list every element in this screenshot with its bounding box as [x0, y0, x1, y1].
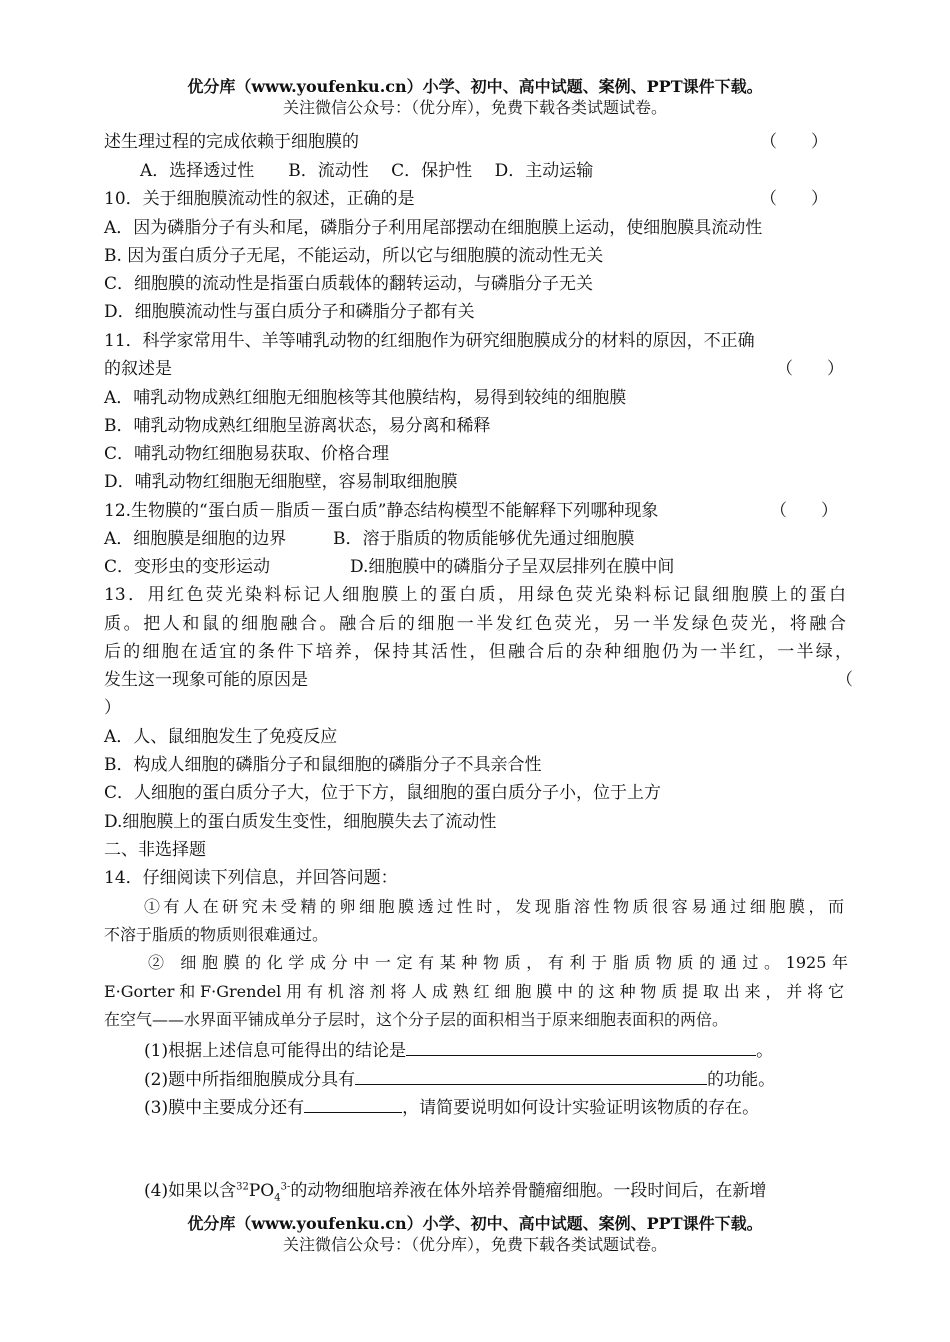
q11-stem-line-1: 11．科学家常用牛、羊等哺乳动物的红细胞作为研究细胞膜成分的材料的原因，不正确: [104, 331, 755, 351]
q12-option-d: D.细胞膜中的磷脂分子呈双层排列在膜中间: [350, 557, 675, 577]
q14-sub-1-label: (1)根据上述信息可能得出的结论是: [144, 1041, 407, 1061]
q9-stem-tail: 述生理过程的完成依赖于细胞膜的: [104, 132, 359, 152]
q11-option-b: B．哺乳动物成熟红细胞呈游离状态，易分离和稀释: [104, 416, 491, 436]
q10-option-a: A．因为磷脂分子有头和尾，磷脂分子利用尾部摆动在细胞膜上运动，使细胞膜具流动性: [104, 218, 763, 238]
answer-blank-3[interactable]: [304, 1094, 402, 1113]
q14-sub-2-label: (2)题中所指细胞膜成分具有: [144, 1070, 356, 1090]
q13-stem-line-1: 13．用红色荧光染料标记人细胞膜上的蛋白质，用绿色荧光染料标记鼠细胞膜上的蛋白: [104, 585, 846, 605]
q10-option-d: D．细胞膜流动性与蛋白质分子和磷脂分子都有关: [104, 302, 475, 322]
q14-sub-2-end: 的功能。: [707, 1070, 776, 1090]
phosphate-subscript: 4: [274, 1192, 281, 1204]
q14-sub-1-end: 。: [756, 1041, 774, 1061]
q14-info-2-line-3: 在空气——水界面平铺成单分子层时，这个分子层的面积相当于原来细胞表面积的两倍。: [104, 1010, 729, 1029]
phosphate-charge: 3-: [280, 1181, 291, 1193]
q14-sub-3-label: (3)膜中主要成分还有: [144, 1098, 305, 1118]
q13-stem-line-3: 后的细胞在适宜的条件下培养，保持其活性，但融合后的杂种细胞仍为一半红，一半绿，: [104, 642, 852, 662]
q9-answer-paren: （ ）: [760, 132, 828, 152]
q14-info-1-line-2: 不溶于脂质的物质则很难通过。: [104, 925, 329, 944]
q14-sub-question-4: [144, 1180, 766, 1202]
isotope-mass-number: 32: [236, 1181, 249, 1193]
q14-sub-3-end: ，请简要说明如何设计实验证明该物质的存在。: [402, 1098, 760, 1118]
q11-option-d: D．哺乳动物红细胞无细胞壁，容易制取细胞膜: [104, 472, 458, 492]
q13-stem-line-4: 发生这一现象可能的原因是: [104, 670, 308, 690]
header-line-2: 关注微信公众号：（优分库），免费下载各类试题试卷。: [282, 98, 667, 117]
footer-line-1: 优分库（www.youfenku.cn）小学、初中、高中试题、案例、PPT课件下载。: [187, 1214, 763, 1233]
q13-option-d: D.细胞膜上的蛋白质发生变性，细胞膜失去了流动性: [104, 812, 497, 832]
q14-info-2-line-2: E·Gorter和F·Grendel用有机溶剂将人成熟红细胞膜中的这种物质提取出来，并将它: [104, 982, 844, 1001]
q10-option-c: C．细胞膜的流动性是指蛋白质载体的翻转运动，与磷脂分子无关: [104, 274, 594, 294]
q13-option-a: A．人、鼠细胞发生了免疫反应: [104, 727, 338, 747]
q10-stem: 10．关于细胞膜流动性的叙述，正确的是: [104, 189, 415, 209]
q13-answer-paren-open: （: [836, 670, 853, 690]
phosphate-formula: PO: [248, 1181, 275, 1201]
answer-blank-2[interactable]: [355, 1066, 707, 1085]
q14-sub-4-text: 的动物细胞培养液在体外培养骨髓瘤细胞。一段时间后，在新增: [290, 1181, 767, 1201]
q11-option-c: C．哺乳动物红细胞易获取、价格合理: [104, 444, 390, 464]
q14-sub-4-label: (4)如果以含: [144, 1181, 237, 1201]
footer-line-2: 关注微信公众号：（优分库），免费下载各类试题试卷。: [282, 1235, 667, 1254]
q14-sub-question-2: [144, 1066, 775, 1091]
q13-stem-line-2: 质。把人和鼠的细胞融合。融合后的细胞一半发红色荧光，另一半发绿色荧光，将融合: [104, 614, 846, 634]
q12-option-b: B．溶于脂质的物质能够优先通过细胞膜: [333, 529, 635, 549]
q14-sub-question-1: [144, 1037, 773, 1062]
q9-options: A．选择透过性 B．流动性 C．保护性 D．主动运输: [140, 161, 594, 181]
q10-answer-paren: （ ）: [760, 189, 828, 209]
q14-stem: 14．仔细阅读下列信息，并回答问题：: [104, 868, 398, 888]
q13-option-b: B．构成人细胞的磷脂分子和鼠细胞的磷脂分子不具亲合性: [104, 755, 542, 775]
q12-stem: 12.生物膜的“蛋白质－脂质－蛋白质”静态结构模型不能解释下列哪种现象: [104, 501, 659, 521]
answer-blank-1[interactable]: [406, 1037, 756, 1056]
q13-option-c: C．人细胞的蛋白质分子大，位于下方，鼠细胞的蛋白质分子小，位于上方: [104, 783, 662, 803]
q11-option-a: A．哺乳动物成熟红细胞无细胞核等其他膜结构，易得到较纯的细胞膜: [104, 388, 627, 408]
q12-option-c: C．变形虫的变形运动: [104, 557, 271, 577]
q14-info-1-line-1: ①有人在研究未受精的卵细胞膜透过性时，发现脂溶性物质很容易通过细胞膜，而: [144, 897, 844, 916]
q12-answer-paren: （ ）: [770, 501, 838, 521]
q11-answer-paren: （ ）: [776, 359, 844, 379]
header-line-1: 优分库（www.youfenku.cn）小学、初中、高中试题、案例、PPT课件下载。: [187, 77, 763, 96]
q13-answer-paren-close: ）: [104, 698, 121, 718]
q10-option-b: B. 因为蛋白质分子无尾，不能运动，所以它与细胞膜的流动性无关: [104, 246, 604, 266]
q14-sub-question-3: [144, 1094, 759, 1119]
section-heading-non-choice: 二、非选择题: [104, 840, 206, 860]
q11-stem-line-2: 的叙述是: [104, 359, 172, 379]
q14-info-2-line-1: ② 细胞膜的化学成分中一定有某种物质，有利于脂质物质的通过。1925年: [148, 953, 848, 972]
q12-option-a: A．细胞膜是细胞的边界: [104, 529, 287, 549]
